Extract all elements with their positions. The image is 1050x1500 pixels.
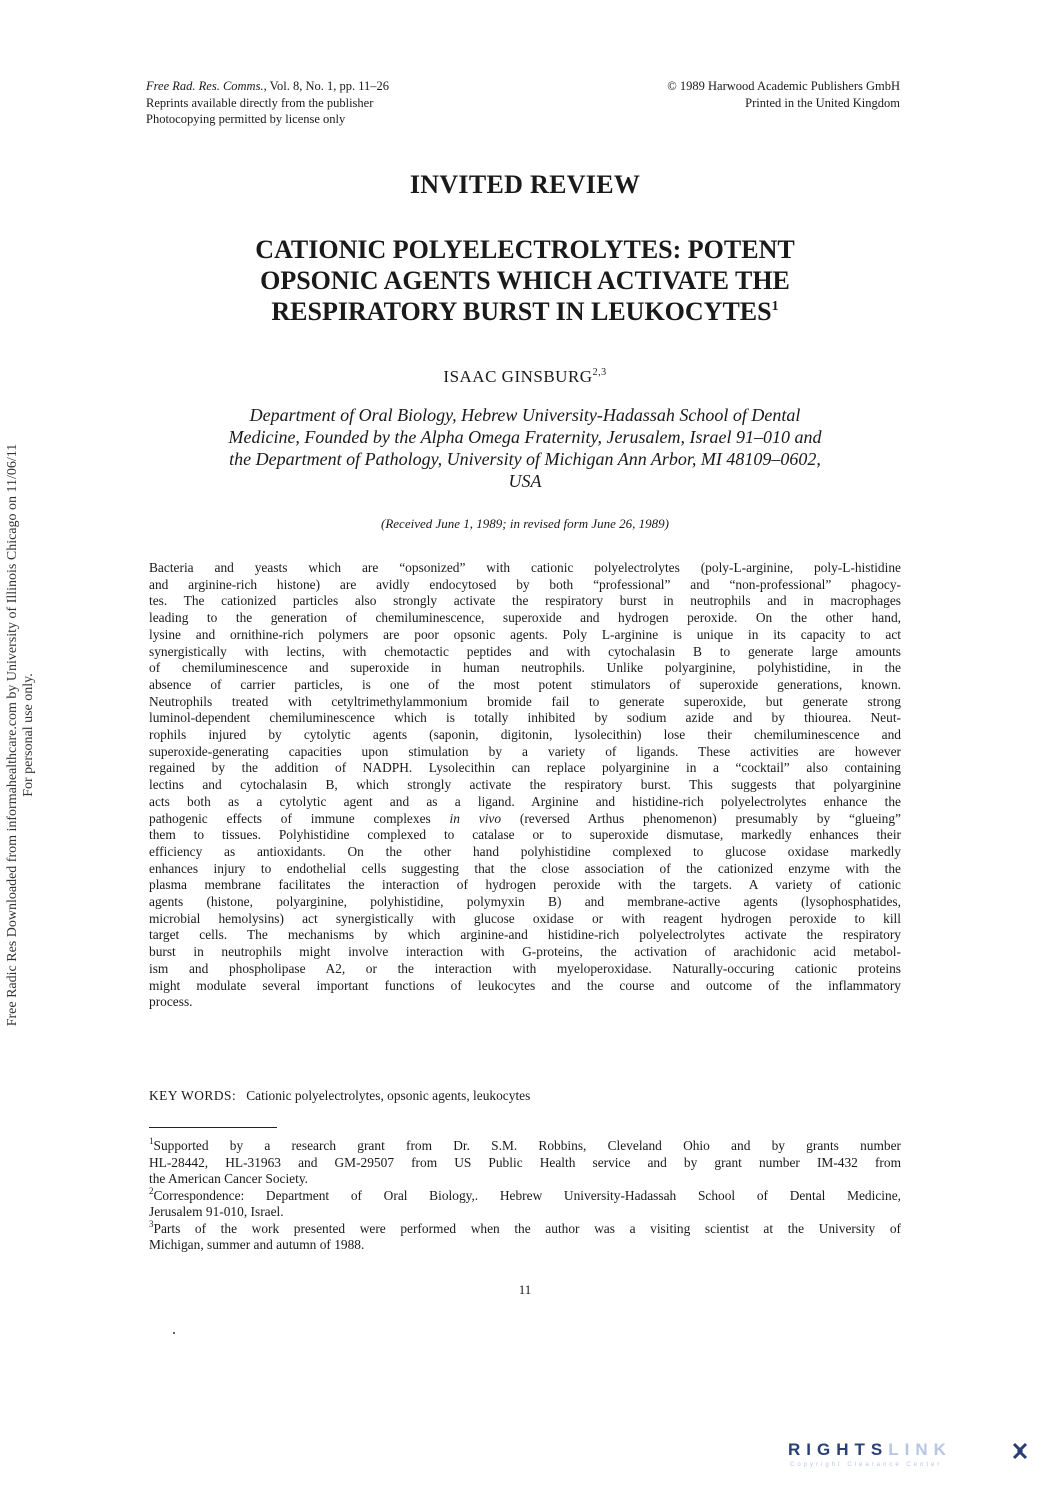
title-line-2: OPSONIC AGENTS WHICH ACTIVATE THE (260, 266, 790, 295)
copyright-notice: © 1989 Harwood Academic Publishers GmbH (667, 79, 900, 93)
abstract-line: plasma membrane facilitates the interaction of hydrogen peroxide with the targets. A variety of cationic (149, 877, 901, 893)
author (0, 367, 1050, 387)
title-footnote-marker: 1 (771, 299, 779, 314)
title-line-3-text: RESPIRATORY BURST IN LEUKOCYTES (271, 297, 772, 326)
rightslink-word-light: LINK (888, 1440, 952, 1459)
abstract-line: acts both as a cytolytic agent and as a ligand. Arginine and histidine-rich polyelectrolytes enhance the (149, 793, 901, 809)
abstract (149, 560, 901, 1011)
abstract-text: pathogenic effects of immune complexes (149, 810, 450, 826)
footnote-3-line: Michigan, summer and autumn of 1988. (149, 1237, 365, 1252)
abstract-line: luminol-dependent chemiluminescence which is totally inhibited by sodium azide and by thiourea. Neut- (149, 710, 901, 726)
rightslink-logo[interactable] (788, 1440, 1028, 1478)
title-line-3 (160, 296, 890, 327)
affiliation-line-1: Department of Oral Biology, Hebrew University-Hadassah School of Dental (249, 405, 801, 425)
journal-name: Free Rad. Res. Comms. (146, 79, 264, 93)
section-title: INVITED REVIEW (409, 170, 641, 199)
abstract-line: and arginine-rich histone) are avidly endocytosed by both “professional” and “non-professional” phagocy- (149, 576, 901, 592)
abstract-line: synergistically with lectins, with chemotactic peptides and with cytochalasin B to generate large amounts (149, 643, 901, 659)
title-line-1: CATIONIC POLYELECTROLYTES: POTENT (255, 235, 795, 264)
rightslink-wordmark (788, 1440, 952, 1460)
abstract-line: enhances injury to endothelial cells suggesting that the close association of the cationized enzyme with the (149, 860, 901, 876)
watermark-line-1: Free Radic Res Downloaded from informahealthcare.com by University of Illinois Chicago on 11/06/11 (5, 443, 20, 1027)
abstract-line: rophils injured by cytolytic agents (saponin, digitonin, lysolecithin) lose their chemiluminescence and (149, 727, 901, 743)
keywords-label: KEY WORDS: (149, 1088, 237, 1103)
footnote-3-marker: 3 (149, 1218, 154, 1229)
abstract-text: (reversed Arthus phenomenon) presumably by “glueing” (501, 810, 901, 826)
footnote-1-line: the American Cancer Society. (149, 1171, 309, 1186)
abstract-line: tes. The cationized particles also strongly activate the respiratory burst in neutrophils and in macrophages (149, 593, 901, 609)
abstract-line: process. (149, 994, 193, 1010)
journal-citation (146, 78, 389, 95)
rightslink-word-dark: RIGHTS (788, 1440, 889, 1459)
watermark-line-2: For personal use only. (21, 673, 36, 797)
abstract-line: leading to the generation of chemiluminescence, superoxide and hydrogen peroxide. On the other hand, (149, 610, 901, 626)
footnote-3-line (149, 1218, 901, 1238)
abstract-line (149, 811, 901, 828)
footnotes (149, 1138, 901, 1254)
abstract-line: target cells. The mechanisms by which arginine-and histidine-rich polyelectrolytes activate the respiratory (149, 927, 901, 943)
abstract-line: ism and phospholipase A2, or the interaction with myeloperoxidase. Naturally-occuring cationic proteins (149, 960, 901, 976)
footnote-1-marker: 1 (149, 1136, 154, 1146)
printed-notice: Printed in the United Kingdom (745, 95, 900, 110)
footnote-1-line: HL-28442, HL-31963 and GM-29507 from US Public Health service and by grant number IM-432 from (149, 1154, 901, 1170)
journal-header-right (667, 78, 900, 111)
abstract-line: Bacteria and yeasts which are “opsonized” with cationic polyelectrolytes (poly-L-arginine, poly-L-histidine (149, 560, 901, 575)
abstract-line: regained by the addition of NADPH. Lysolecithin can replace polyarginine in a “cocktail” also containing (149, 760, 901, 776)
paper-title (160, 234, 890, 327)
reprints-note: Reprints available directly from the publisher (146, 95, 374, 110)
footnote-2-text: Correspondence: Department of Oral Biology,. Hebrew University-Hadassah School of Dental Medicine, (153, 1187, 901, 1203)
author-footnote-marker: 2,3 (592, 367, 607, 378)
affiliation (150, 404, 900, 492)
abstract-line: of chemiluminescence and superoxide in human neutrophils. Unlike polyarginine, polyhistidine, in the (149, 660, 901, 676)
affiliation-line-2: Medicine, Founded by the Alpha Omega Fraternity, Jerusalem, Israel 91–010 and (228, 427, 822, 447)
received-dates: (Received June 1, 1989; in revised form June 26, 1989) (381, 516, 669, 531)
footnote-2-line (149, 1185, 901, 1205)
abstract-line: them to tissues. Polyhistidine complexed to catalase or to superoxide dismutase, markedly enhances their (149, 827, 901, 843)
journal-header-left (146, 78, 389, 128)
footnote-1-text: Supported by a research grant from Dr. S.M. Robbins, Cleveland Ohio and by grants number (153, 1138, 901, 1153)
photocopy-note: Photocopying permitted by license only (146, 112, 346, 126)
affiliation-line-4: USA (508, 471, 542, 491)
abstract-line: Neutrophils treated with cetyltrimethylammonium bromide fail to generate superoxide, but generate strong (149, 693, 901, 709)
download-watermark (5, 375, 37, 1095)
footnote-2-marker: 2 (149, 1185, 154, 1196)
footnote-2-line: Jerusalem 91-010, Israel. (149, 1204, 284, 1219)
rightslink-chevron-icon (1012, 1442, 1028, 1460)
abstract-line: absence of carrier particles, is one of the most potent stimulators of superoxide generations, known. (149, 676, 901, 692)
abstract-line: microbial hemolysins) act synergistically with glucose oxidase or with reagent hydrogen peroxide to kill (149, 910, 901, 926)
keywords (149, 1088, 530, 1104)
page-number: 11 (518, 1282, 532, 1297)
abstract-line: efficiency as antioxidants. On the other hand polyhistidine complexed to glucose oxidase markedly (149, 843, 901, 859)
abstract-line: burst in neutrophils might involve interaction with G-proteins, the activation of arachidonic acid metabol- (149, 944, 901, 960)
abstract-line: lysine and ornithine-rich polymers are poor opsonic agents. Poly L-arginine is unique in its capacity to act (149, 626, 901, 642)
author-name: ISAAC GINSBURG (443, 367, 593, 386)
journal-volume: , Vol. 8, No. 1, pp. 11–26 (263, 79, 390, 93)
abstract-line: agents (histone, polyarginine, polyhistidine, polymyxin B) and membrane-active agents (lysophosphatides, (149, 894, 901, 910)
abstract-line: lectins and cytochalasin B, which strongly activate the respiratory burst. This suggests that polyarginine (149, 777, 901, 793)
scan-speck (173, 1332, 175, 1334)
keywords-text: Cationic polyelectrolytes, opsonic agents, leukocytes (246, 1088, 531, 1103)
abstract-line: might modulate several important functions of leukocytes and the course and outcome of the inflammatory (149, 977, 901, 993)
footnote-divider (149, 1127, 277, 1128)
footnote-3-text: Parts of the work presented were performed when the author was a visiting scientist at the University of (153, 1220, 901, 1236)
rightslink-tagline: Copyright Clearance Center (790, 1462, 943, 1468)
footnote-1-line (149, 1138, 901, 1155)
abstract-line: superoxide-generating capacities upon stimulation by a variety of ligands. These activities are however (149, 743, 901, 759)
affiliation-line-3: the Department of Pathology, University of Michigan Ann Arbor, MI 48109–0602, (229, 449, 821, 469)
abstract-italic-term: in vivo (449, 810, 502, 826)
